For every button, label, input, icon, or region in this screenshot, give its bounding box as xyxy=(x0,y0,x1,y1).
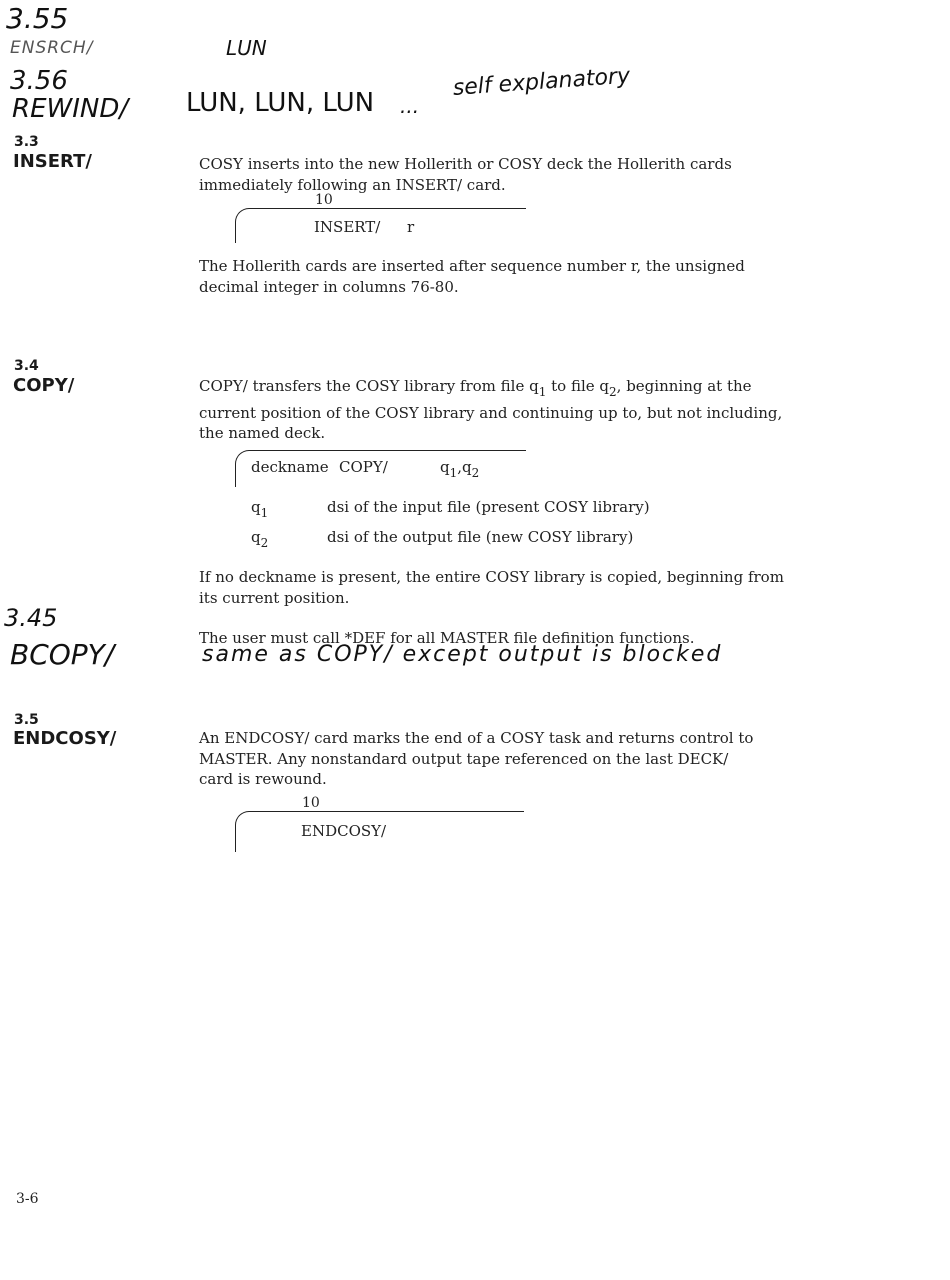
handwritten-section-number-355: 3.55 xyxy=(6,2,69,35)
copy-param-q2-symbol: $q_2$ xyxy=(251,528,269,550)
endcosy-description xyxy=(199,728,814,790)
copy-deckname-note-line-2: its current position. xyxy=(199,588,350,607)
handwritten-ellipsis: ... xyxy=(400,94,420,118)
copy-param-q1-description: dsi of the input file (present COSY library) xyxy=(327,498,650,516)
insert-card-argument: r xyxy=(407,218,415,236)
insert-explanation-line-2: decimal integer in columns 76-80. xyxy=(199,277,459,296)
endcosy-section-number: 3.5 xyxy=(14,712,39,728)
insert-card-command: INSERT/ xyxy=(314,218,381,236)
insert-description-line-1: COSY inserts into the new Hollerith or COSY deck the Hollerith cards xyxy=(199,155,732,173)
endcosy-card-column-number: 10 xyxy=(302,795,320,811)
insert-card-format xyxy=(235,208,526,243)
handwritten-section-number-356: 3.56 xyxy=(10,66,68,96)
copy-param-q1-symbol: $q_1$ xyxy=(251,498,269,520)
copy-deckname-note-line-1: If no deckname is present, the entire COSY library is copied, beginning from xyxy=(199,568,784,586)
copy-param-q2-description: dsi of the output file (new COSY library) xyxy=(327,528,634,546)
page-number: 3-6 xyxy=(16,1191,39,1207)
endcosy-section-title: ENDCOSY/ xyxy=(13,728,117,749)
insert-explanation xyxy=(199,256,814,297)
copy-description xyxy=(199,376,814,444)
copy-def-note: The user must call *DEF for all MASTER file definition functions. xyxy=(199,629,695,647)
copy-description-line-2: current position of the COSY library and continuing up to, but not including, xyxy=(199,403,783,422)
handwritten-lun-label: LUN xyxy=(226,36,267,60)
copy-deckname-note xyxy=(199,567,814,608)
copy-card-deckname: deckname xyxy=(251,458,329,476)
insert-section-title: INSERT/ xyxy=(13,151,92,172)
copy-description-line-3: the named deck. xyxy=(199,424,326,442)
insert-section-number: 3.3 xyxy=(14,134,39,150)
endcosy-description-line-2: MASTER. Any nonstandard output tape referenced on the last DECK/ xyxy=(199,749,729,768)
handwritten-ensrch-label: ENSRCH/ xyxy=(10,38,94,58)
handwritten-bcopy-label: BCOPY/ xyxy=(10,638,115,671)
insert-description xyxy=(199,154,814,195)
insert-card-column-number: 10 xyxy=(315,192,333,208)
handwritten-section-number-345: 3.45 xyxy=(4,604,58,632)
endcosy-description-line-3: card is rewound. xyxy=(199,770,327,788)
insert-explanation-line-1: The Hollerith cards are inserted after sequence number r, the unsigned xyxy=(199,257,745,275)
handwritten-rewind-args: LUN, LUN, LUN xyxy=(186,88,375,118)
copy-card-arguments: $q_1,q_2$ xyxy=(440,458,480,480)
handwritten-bcopy-note: same as COPY/ except output is blocked xyxy=(202,642,723,667)
copy-section-number: 3.4 xyxy=(14,358,39,374)
handwritten-rewind-label: REWIND/ xyxy=(12,94,129,124)
endcosy-description-line-1: An ENDCOSY/ card marks the end of a COSY task and returns control to xyxy=(199,729,754,747)
endcosy-card-command: ENDCOSY/ xyxy=(301,822,387,840)
copy-card-command: COPY/ xyxy=(339,458,388,476)
handwritten-self-explanatory-note: self explanatory xyxy=(452,63,631,101)
copy-description-line-1: COPY/ transfers the COSY library from file $q_1$ to file $q_2$, beginning at the xyxy=(199,377,752,399)
copy-section-title: COPY/ xyxy=(13,375,75,396)
insert-description-line-2: immediately following an INSERT/ card. xyxy=(199,175,506,194)
